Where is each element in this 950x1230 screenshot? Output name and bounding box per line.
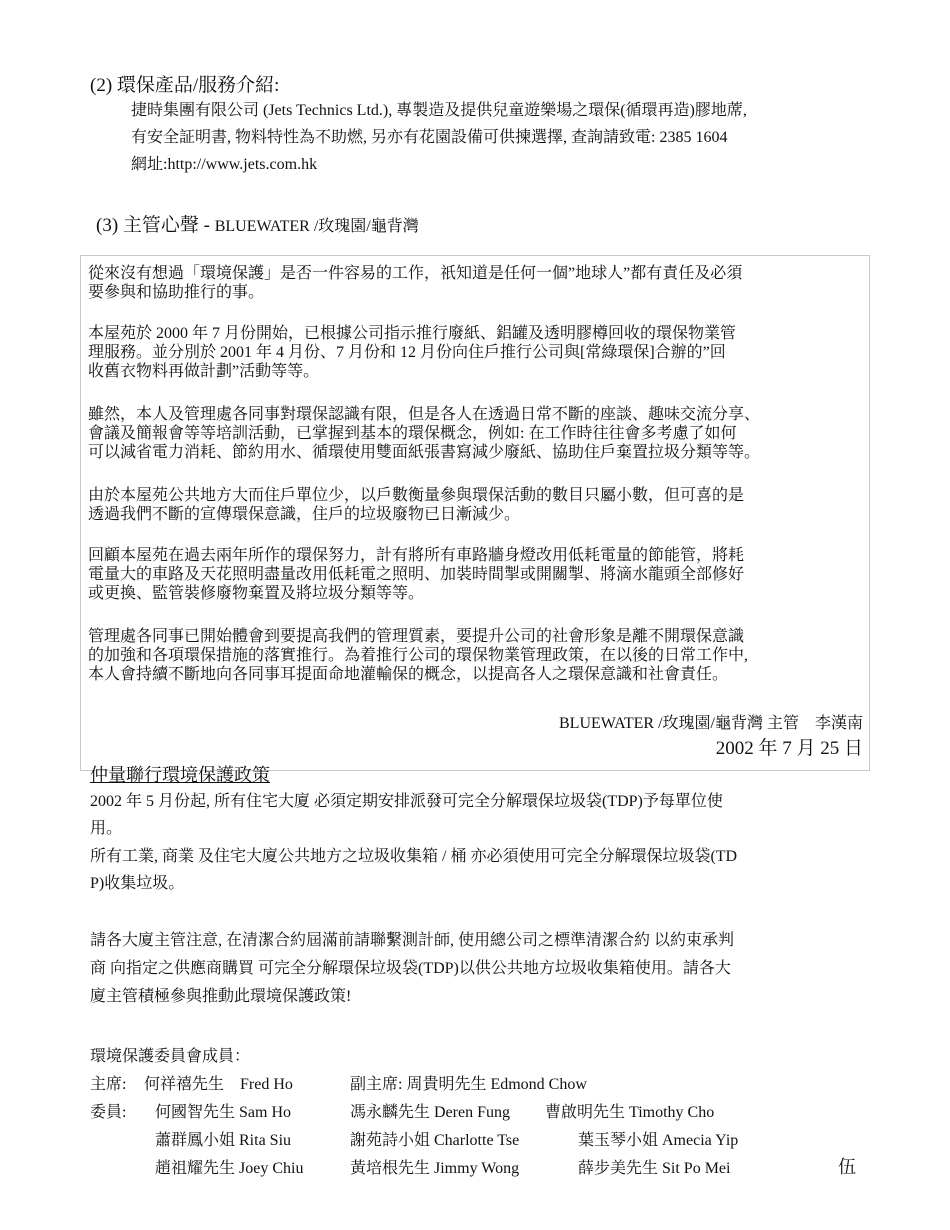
chair-name: 何祥禧先生 Fred Ho	[144, 1076, 293, 1093]
policy-line: P)收集垃圾。	[90, 875, 185, 892]
member-name: 曹啟明先生 Timothy Cho	[545, 1104, 715, 1121]
statement-line: 本屋苑於 2000 年 7 月份開始，已根據公司指示推行廢紙、鋁罐及透明膠樽回收的環保物業管	[88, 325, 737, 342]
section-2-line: 捷時集團有限公司 (Jets Technics Ltd.), 專製造及提供兒童遊樂場之環保(循環再造)膠地蓆,	[131, 102, 747, 119]
policy-line: 廈主管積極參與推動此環境保護政策!	[90, 988, 352, 1005]
member-name: 何國智先生 Sam Ho	[155, 1104, 292, 1121]
statement-line: 理服務。並分別於 2001 年 4 月份、7 月份和 12 月份向住戶推行公司與[常綠環保]合辦的”回	[88, 344, 726, 361]
statement-paragraph-4	[88, 486, 868, 524]
statement-line: 從來沒有想過「環境保護」是否一件容易的工作，祇知道是任何一個”地球人”都有責任及必須	[88, 265, 743, 282]
statement-line: 會議及簡報會等等培訓活動，已掌握到基本的環保概念，例如: 在工作時往往會多考慮了如何	[88, 425, 737, 442]
statement-paragraph-6	[88, 627, 868, 684]
section-3-heading-prefix: (3) 主管心聲 -	[96, 215, 215, 236]
policy-line: 用。	[90, 820, 123, 837]
policy-line: 2002 年 5 月份起, 所有住宅大廈 必須定期安排派發可完全分解環保垃圾袋(TDP)予每單位使	[90, 793, 723, 810]
statement-line: 要參與和協助推行的事。	[88, 284, 265, 301]
member-name: 葉玉琴小姐 Amecia Yip	[578, 1132, 739, 1149]
statement-line: 的加強和各項環保措施的落實推行。為着推行公司的環保物業管理政策，在以後的日常工作中,	[88, 647, 749, 664]
statement-line: 或更換、監管裝修廢物棄置及將垃圾分類等等。	[88, 585, 425, 602]
member-name: 薛步美先生 Sit Po Mei	[578, 1160, 731, 1177]
statement-line: 可以減省電力消耗、節約用水、循環使用雙面紙張書寫減少廢紙、協助住戶棄置拉圾分類等等。	[88, 444, 761, 461]
member-name: 趙祖耀先生 Joey Chiu	[155, 1160, 304, 1177]
statement-signature: BLUEWATER /玫瑰園/龜背灣 主管 李漢南	[559, 715, 863, 732]
section-3-heading-suffix: BLUEWATER /玫瑰園/龜背灣	[214, 218, 419, 235]
statement-paragraph-5	[88, 546, 868, 603]
chair-label: 主席:	[90, 1076, 127, 1093]
statement-line: 電量大的車路及天花照明盡量改用低耗電之照明、加裝時間掣或開關掣、將滴水龍頭全部修好	[88, 566, 745, 583]
statement-line: 收舊衣物料再做計劃”活動等等。	[88, 363, 320, 380]
statement-date: 2002 年 7 月 25 日	[715, 738, 863, 759]
section-2-line: 有安全証明書, 物料特性為不助燃, 另亦有花園設備可供揀選擇, 查詢請致電: 2385 1604	[131, 129, 728, 146]
statement-line: 由於本屋苑公共地方大而住戶單位少，以戶數衡量參與環保活動的數目只屬小數，但可喜的是	[88, 487, 745, 504]
committee-title: 環境保護委員會成員：	[90, 1048, 251, 1065]
statement-paragraph-3	[88, 405, 868, 462]
statement-paragraph-2	[88, 324, 868, 381]
statement-line: 雖然，本人及管理處各同事對環保認識有限，但是各人在透過日常不斷的座談、趣味交流分享、	[88, 406, 761, 423]
policy-line: 商 向指定之供應商購買 可完全分解環保垃圾袋(TDP)以供公共地方垃圾收集箱使用。請各大	[90, 960, 731, 977]
section-3-heading	[96, 210, 419, 237]
member-name: 黃培根先生 Jimmy Wong	[350, 1160, 520, 1177]
statement-line: 本人會持續不斷地向各同事耳提面命地灌輸保的概念，以提高各人之環保意識和社會責任。	[88, 666, 729, 683]
member-name: 馮永麟先生 Deren Fung	[350, 1104, 510, 1121]
policy-line: 所有工業, 商業 及住宅大廈公共地方之垃圾收集箱 / 桶 亦必須使用可完全分解環保垃圾袋(TD	[90, 848, 738, 865]
page-number: 伍	[838, 1157, 856, 1177]
statement-line: 透過我們不斷的宣傳環保意識，住戶的垃圾廢物已日漸減少。	[88, 506, 521, 523]
section-2-heading: (2) 環保產品/服務介紹:	[90, 75, 280, 96]
policy-line: 請各大廈主管注意, 在清潔合約屆滿前請聯繫測計師, 使用總公司之標準清潔合約 以約束承判	[90, 932, 735, 949]
statement-line: 管理處各同事已開始體會到要提高我們的管理質素，要提升公司的社會形象是離不開環保意識	[88, 628, 745, 645]
section-2-line: 網址:http://www.jets.com.hk	[131, 156, 318, 173]
vice-chair-name: 副主席: 周貴明先生 Edmond Chow	[350, 1076, 587, 1093]
policy-title: 仲量聯行環境保護政策	[90, 765, 270, 785]
members-label: 委員:	[90, 1104, 127, 1121]
statement-paragraph-1	[88, 264, 868, 302]
statement-line: 回顧本屋苑在過去兩年所作的環保努力，計有將所有車路牆身燈改用低耗電量的節能管，將耗	[88, 547, 745, 564]
member-name: 謝苑詩小姐 Charlotte Tse	[350, 1132, 520, 1149]
member-name: 蕭群鳳小姐 Rita Siu	[155, 1132, 292, 1149]
